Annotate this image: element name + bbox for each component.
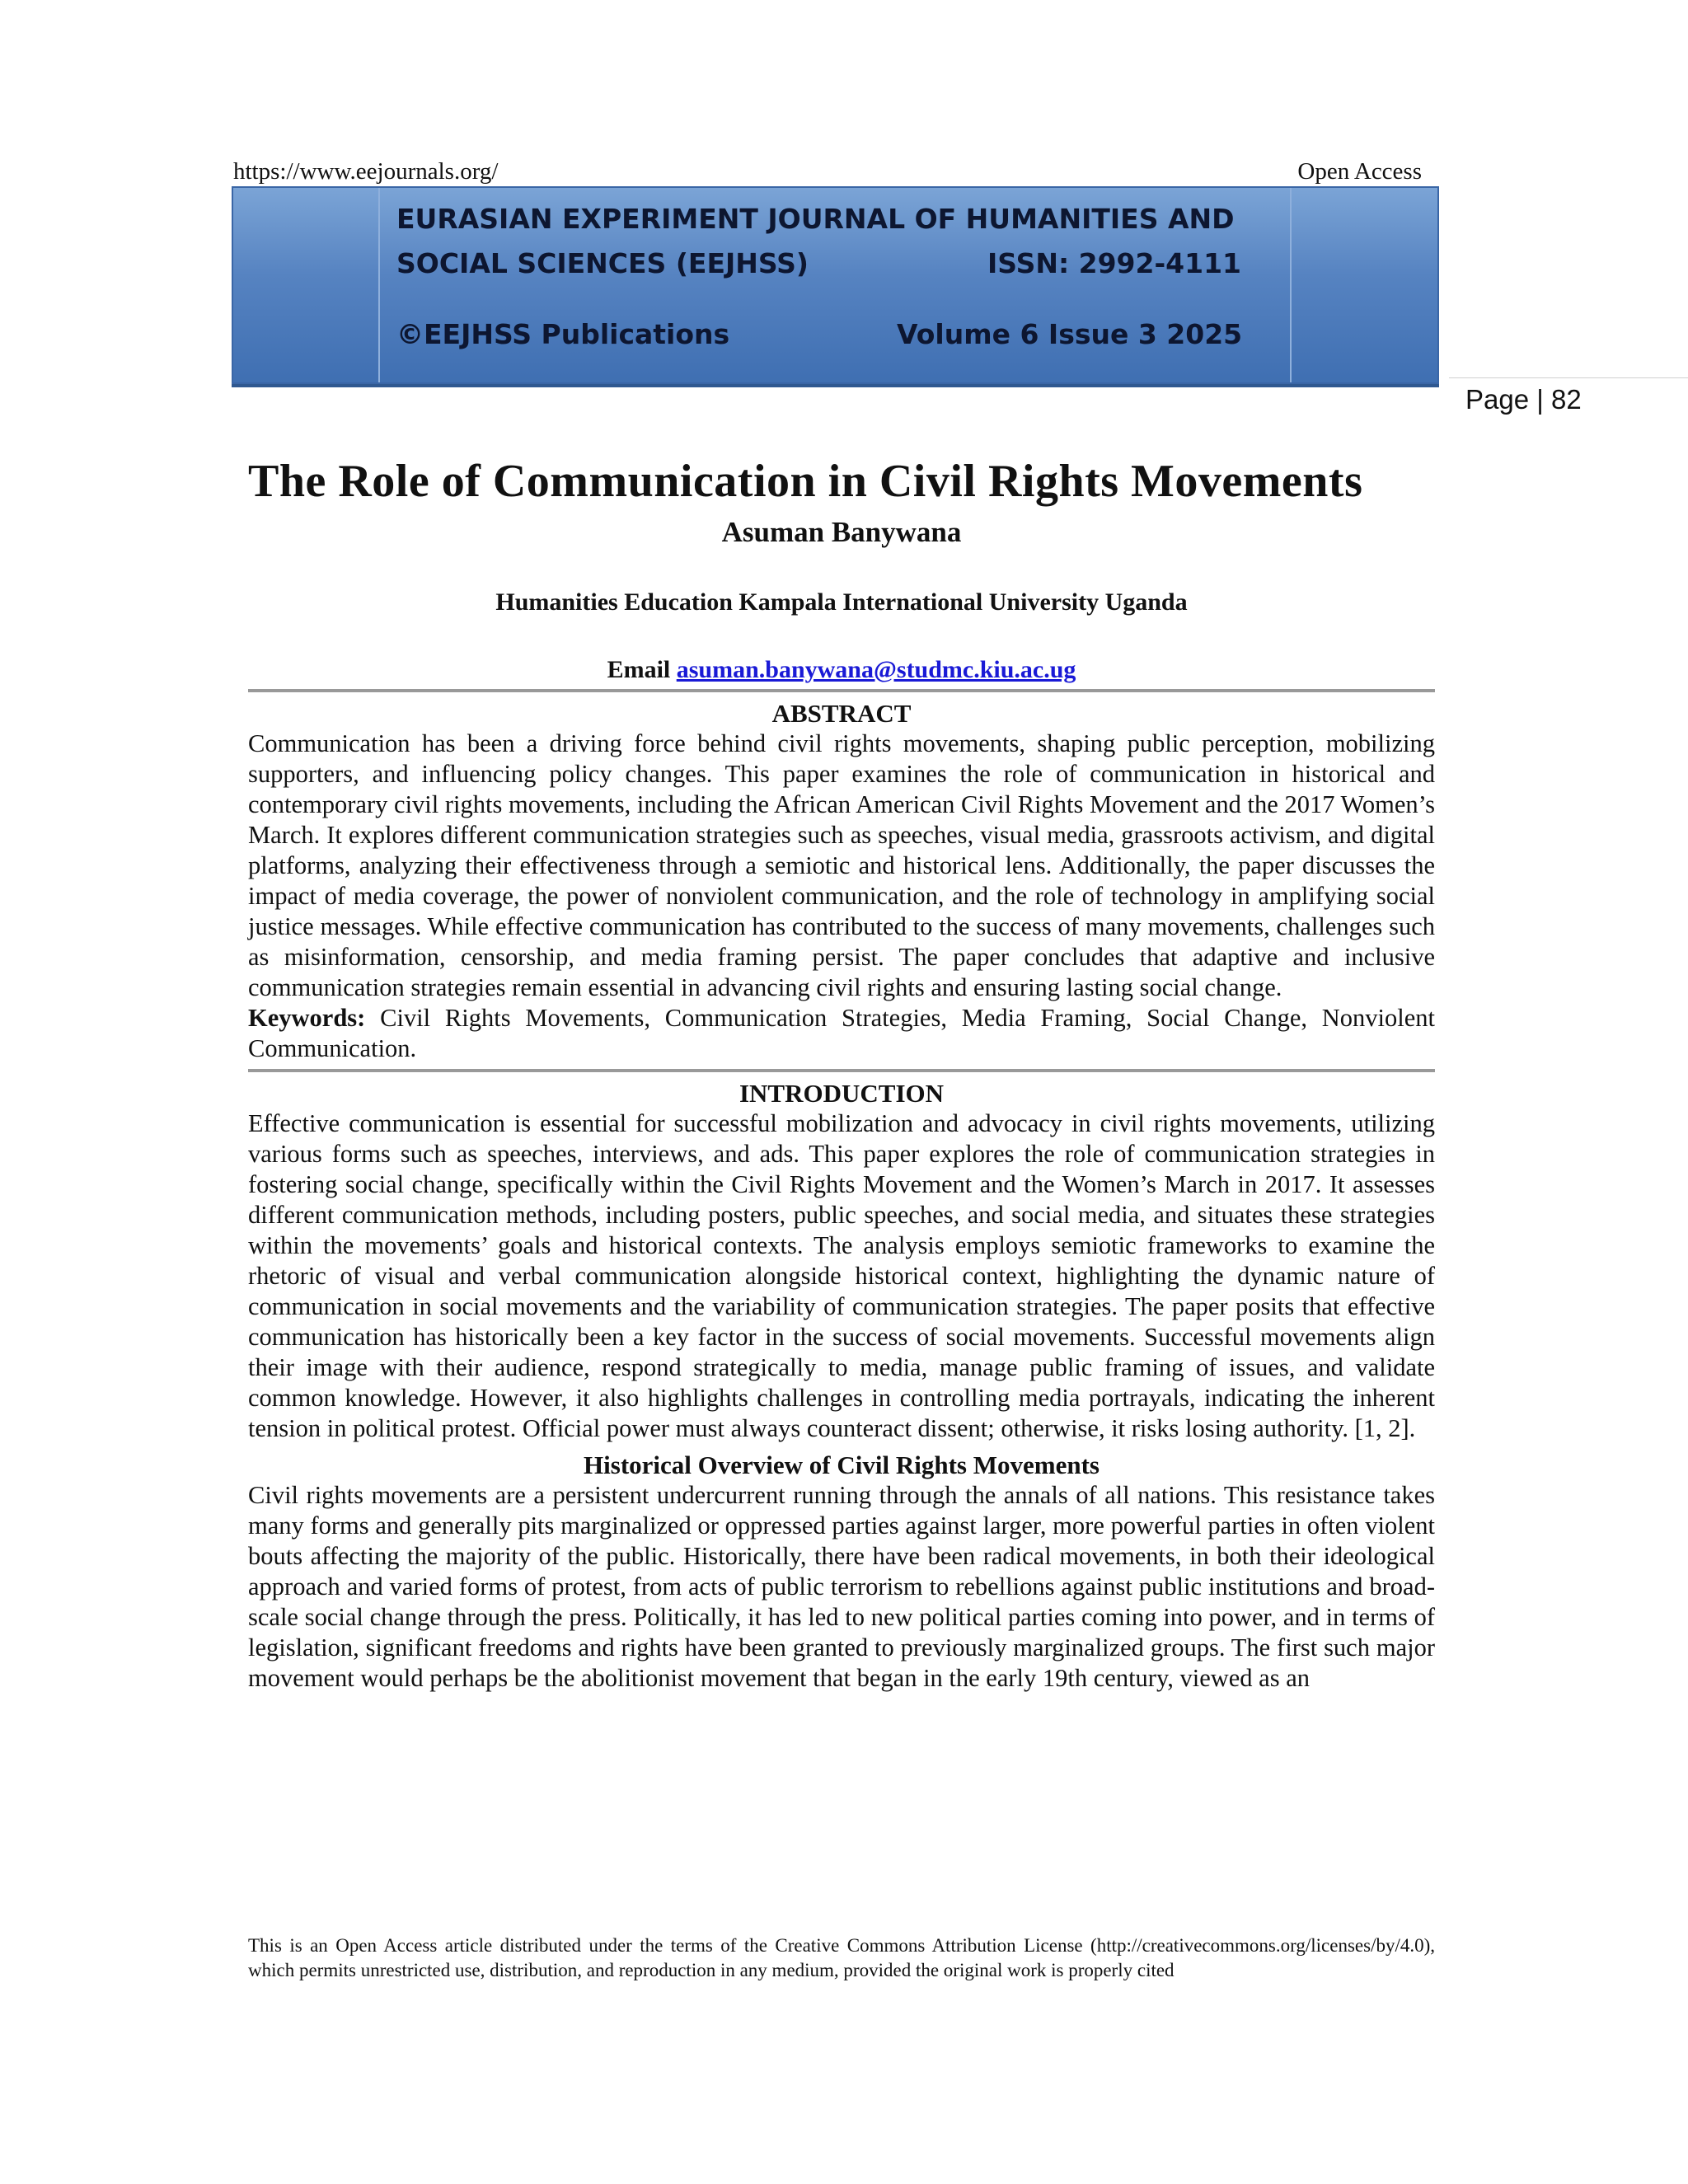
page-number: Page | 82 [1465, 384, 1582, 415]
banner-divider [378, 188, 380, 382]
article-title: The Role of Communication in Civil Rights Movements [248, 456, 1363, 507]
publisher: ©EEJHSS Publications [396, 318, 730, 350]
open-access-label: Open Access [1297, 158, 1422, 185]
author-name: Asuman Banywana [721, 516, 962, 548]
journal-banner [232, 186, 1439, 384]
banner-divider [1290, 188, 1292, 382]
section-divider [248, 689, 1435, 692]
running-header [233, 158, 1422, 188]
license-footer: This is an Open Access article distributed under the terms of the Creative Commons Attribution License (http://creativecommons.org/licenses/by/4.0), which permits unrestricted use, distribution, and reproduction in any medium, provided the original work is properly cited [248, 1935, 1435, 1980]
introduction-text: Effective communication is essential for successful mobilization and advocacy in civil rights movements, utilizing various forms such as speeches, interviews, and ads. This paper explores the role of communication strategies in fostering social change, specifically within the Civil Rights Movement and the Women’s March in 2017. It assesses different communication methods, including posters, public speeches, and social media, and situates these strategies within the movements’ goals and historical contexts. The analysis employs semiotic frameworks to examine the rhetoric of visual and verbal communication alongside historical context, highlighting the dynamic nature of communication in social movements and the variability of communication strategies. The paper posits that effective communication has historically been a key factor in the success of social movements. Successful movements align their image with their audience, respond strategically to media, manage public framing of issues, and validate common knowledge. However, it also highlights challenges in controlling media portrayals, indicating the inherent tension in political protest. Official power must always counteract dissent; otherwise, it risks losing authority. [1, 2]. [248, 1109, 1435, 1442]
abstract-text: Communication has been a driving force behind civil rights movements, shaping public perception, mobilizing supporters, and influencing policy changes. This paper examines the role of communication in historical and contemporary civil rights movements, including the African American Civil Rights Movement and the 2017 Women’s March. It explores different communication strategies such as speeches, visual media, grassroots activism, and digital platforms, analyzing their effectiveness through a semiotic and historical lens. Additionally, the paper discusses the impact of media coverage, the power of nonviolent communication, and the role of technology in amplifying social justice messages. While effective communication has contributed to the success of many movements, challenges such as misinformation, censorship, and media framing persist. The paper concludes that adaptive and inclusive communication strategies remain essential in advancing civil rights and ensuring lasting social change. [248, 729, 1435, 1001]
journal-name-line1: EURASIAN EXPERIMENT JOURNAL OF HUMANITIES AND [396, 203, 1235, 235]
email-line [248, 656, 1435, 684]
keywords [248, 1003, 1435, 1064]
issn: ISSN: 2992-4111 [987, 247, 1242, 279]
article-body [248, 453, 1435, 1694]
historical-heading: Historical Overview of Civil Rights Movements [584, 1451, 1100, 1479]
keywords-text: Civil Rights Movements, Communication Strategies, Media Framing, Social Change, Nonviolent Communication. [248, 1004, 1435, 1062]
historical-text: Civil rights movements are a persistent undercurrent running through the annals of all nations. This resistance takes many forms and generally pits marginalized or oppressed parties against larger, more powerful parties in often violent bouts affecting the majority of the public. Historically, there have been radical movements, in both their ideological approach and varied forms of protest, from acts of public terrorism to rebellions against public institutions and broad-scale social change through the press. Politically, it has led to new political parties coming into power, and in terms of legislation, significant freedoms and rights have been granted to previously marginalized groups. The first such major movement would perhaps be the abolitionist movement that began in the early 19th century, viewed as an [248, 1481, 1435, 1692]
email-link[interactable]: asuman.banywana@studmc.kiu.ac.ug [676, 656, 1076, 683]
page-number-rule [1449, 377, 1688, 378]
affiliation: Humanities Education Kampala International University Uganda [495, 588, 1188, 616]
section-divider [248, 1069, 1435, 1072]
journal-name-line2: SOCIAL SCIENCES (EEJHSS) [396, 247, 809, 279]
email-label: Email [607, 656, 671, 683]
keywords-label: Keywords: [248, 1004, 366, 1032]
volume-issue: Volume 6 Issue 3 2025 [897, 318, 1243, 350]
journal-url[interactable]: https://www.eejournals.org/ [233, 158, 499, 185]
introduction-heading: INTRODUCTION [738, 1079, 945, 1108]
abstract-heading: ABSTRACT [771, 699, 912, 728]
